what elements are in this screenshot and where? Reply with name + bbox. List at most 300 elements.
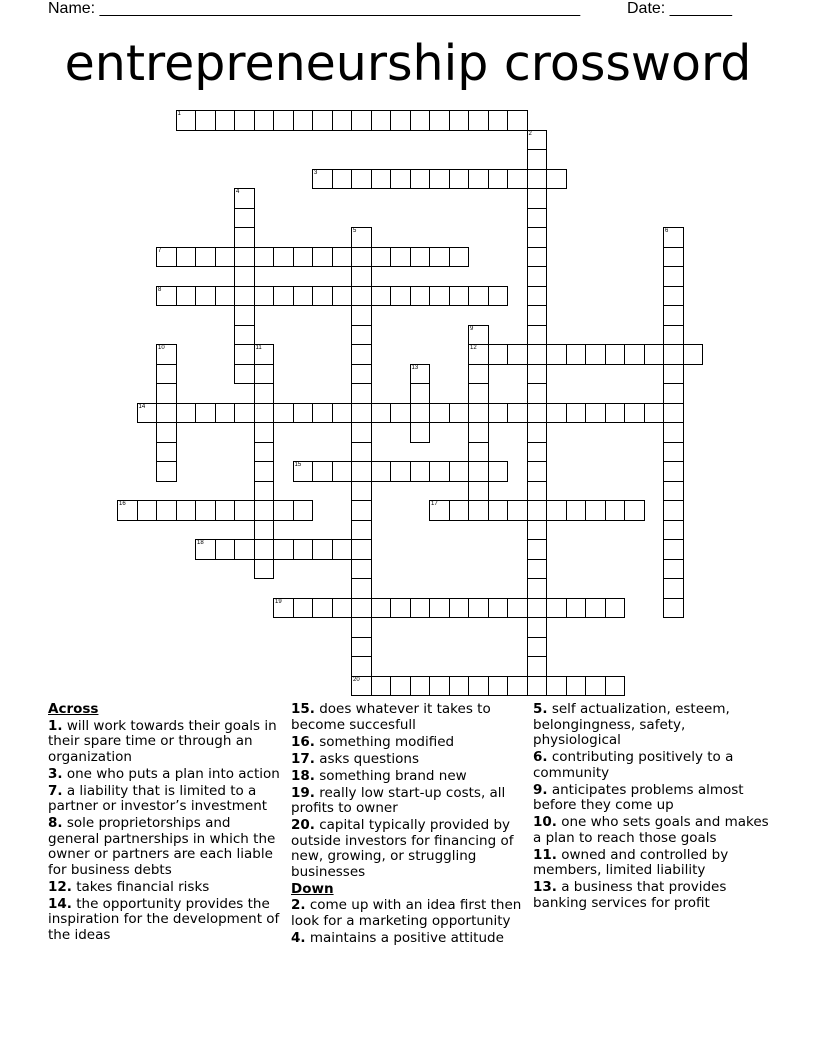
crossword-cell[interactable] <box>351 344 372 365</box>
crossword-cell[interactable] <box>215 286 236 307</box>
crossword-cell[interactable] <box>468 286 489 307</box>
crossword-cell[interactable] <box>156 344 177 365</box>
crossword-cell[interactable] <box>527 305 548 326</box>
crossword-cell[interactable] <box>527 364 548 385</box>
crossword-cell[interactable] <box>137 500 158 521</box>
crossword-cell[interactable] <box>351 442 372 463</box>
crossword-cell[interactable] <box>273 403 294 424</box>
clue-number-label: 4. <box>291 929 306 946</box>
crossword-cell[interactable] <box>293 403 314 424</box>
crossword-cell[interactable] <box>429 247 450 268</box>
crossword-cell[interactable] <box>390 247 411 268</box>
crossword-cell[interactable] <box>468 110 489 131</box>
crossword-cell[interactable] <box>468 422 489 443</box>
crossword-cell[interactable] <box>351 247 372 268</box>
crossword-cell[interactable] <box>195 247 216 268</box>
crossword-cell[interactable] <box>410 247 431 268</box>
crossword-cell[interactable] <box>527 539 548 560</box>
crossword-cell[interactable] <box>663 500 684 521</box>
crossword-cell[interactable] <box>254 110 275 131</box>
crossword-cell[interactable] <box>351 520 372 541</box>
crossword-cell[interactable] <box>273 598 294 619</box>
crossword-cell[interactable] <box>351 598 372 619</box>
crossword-cell[interactable] <box>390 598 411 619</box>
crossword-cell[interactable] <box>234 247 255 268</box>
crossword-cell[interactable] <box>449 110 470 131</box>
crossword-cell[interactable] <box>546 598 567 619</box>
crossword-cell[interactable] <box>449 247 470 268</box>
clue-number: 9 <box>470 325 474 332</box>
crossword-cell[interactable] <box>254 539 275 560</box>
crossword-cell[interactable] <box>449 286 470 307</box>
crossword-cell[interactable] <box>663 383 684 404</box>
crossword-cell[interactable] <box>234 208 255 229</box>
crossword-cell[interactable] <box>527 208 548 229</box>
crossword-cell[interactable] <box>605 344 626 365</box>
clue-text: really low start-up costs, all profits to owner <box>291 784 506 816</box>
crossword-cell[interactable] <box>566 403 587 424</box>
crossword-cell[interactable] <box>215 110 236 131</box>
crossword-cell[interactable] <box>234 266 255 287</box>
crossword-cell[interactable] <box>429 286 450 307</box>
crossword-cell[interactable] <box>390 110 411 131</box>
crossword-cell[interactable] <box>663 520 684 541</box>
crossword-cell[interactable] <box>488 403 509 424</box>
crossword-cell[interactable] <box>488 110 509 131</box>
crossword-cell[interactable] <box>176 500 197 521</box>
crossword-cell[interactable] <box>527 383 548 404</box>
crossword-cell[interactable] <box>293 539 314 560</box>
crossword-cell[interactable] <box>468 364 489 385</box>
crossword-cell[interactable] <box>507 676 528 697</box>
across-clue <box>48 784 284 815</box>
crossword-cell[interactable] <box>156 442 177 463</box>
clue-number-label: 13. <box>533 879 557 895</box>
crossword-cell[interactable] <box>546 344 567 365</box>
crossword-cell[interactable] <box>449 169 470 190</box>
crossword-cell[interactable] <box>273 539 294 560</box>
crossword-cell[interactable] <box>351 364 372 385</box>
crossword-cell[interactable] <box>527 149 548 170</box>
crossword-cell[interactable] <box>351 656 372 677</box>
crossword-cell[interactable] <box>663 266 684 287</box>
crossword-cell[interactable] <box>410 286 431 307</box>
crossword-cell[interactable] <box>254 364 275 385</box>
crossword-cell[interactable] <box>644 344 665 365</box>
crossword-cell[interactable] <box>488 598 509 619</box>
crossword-cell[interactable] <box>605 676 626 697</box>
crossword-cell[interactable] <box>312 110 333 131</box>
crossword-cell[interactable] <box>234 344 255 365</box>
crossword-cell[interactable] <box>312 247 333 268</box>
crossword-cell[interactable] <box>156 247 177 268</box>
crossword-cell[interactable] <box>468 461 489 482</box>
crossword-cell[interactable] <box>449 403 470 424</box>
crossword-cell[interactable] <box>429 110 450 131</box>
down-clue <box>533 815 773 846</box>
crossword-cell[interactable] <box>566 676 587 697</box>
crossword-cell[interactable] <box>351 227 372 248</box>
crossword-cell[interactable] <box>254 442 275 463</box>
crossword-cell[interactable] <box>663 481 684 502</box>
crossword-cell[interactable] <box>351 305 372 326</box>
clue-number: 3 <box>314 169 318 176</box>
crossword-cell[interactable] <box>312 539 333 560</box>
clue-text: does whatever it takes to become succesfull <box>291 701 491 733</box>
crossword-cell[interactable] <box>254 559 275 580</box>
crossword-cell[interactable] <box>527 422 548 443</box>
crossword-cell[interactable] <box>293 286 314 307</box>
crossword-cell[interactable] <box>507 110 528 131</box>
crossword-cell[interactable] <box>137 403 158 424</box>
crossword-cell[interactable] <box>332 461 353 482</box>
crossword-cell[interactable] <box>234 110 255 131</box>
crossword-cell[interactable] <box>273 110 294 131</box>
crossword-cell[interactable] <box>663 344 684 365</box>
crossword-cell[interactable] <box>468 344 489 365</box>
crossword-cell[interactable] <box>176 110 197 131</box>
crossword-cell[interactable] <box>585 676 606 697</box>
crossword-cell[interactable] <box>663 422 684 443</box>
crossword-cell[interactable] <box>449 598 470 619</box>
crossword-cell[interactable] <box>429 500 450 521</box>
crossword-cell[interactable] <box>312 598 333 619</box>
crossword-cell[interactable] <box>507 403 528 424</box>
crossword-cell[interactable] <box>410 383 431 404</box>
crossword-cell[interactable] <box>176 286 197 307</box>
crossword-cell[interactable] <box>156 461 177 482</box>
crossword-cell[interactable] <box>429 676 450 697</box>
crossword-cell[interactable] <box>351 637 372 658</box>
crossword-cell[interactable] <box>332 403 353 424</box>
clue-number-label: 19. <box>291 784 315 801</box>
crossword-cell[interactable] <box>488 500 509 521</box>
crossword-cell[interactable] <box>215 247 236 268</box>
crossword-cell[interactable] <box>527 461 548 482</box>
crossword-cell[interactable] <box>351 578 372 599</box>
crossword-cell[interactable] <box>371 676 392 697</box>
across-clue <box>291 752 523 768</box>
crossword-cell[interactable] <box>215 500 236 521</box>
crossword-cell[interactable] <box>527 520 548 541</box>
crossword-cell[interactable] <box>527 169 548 190</box>
crossword-cell[interactable] <box>351 461 372 482</box>
crossword-cell[interactable] <box>371 286 392 307</box>
crossword-cell[interactable] <box>156 403 177 424</box>
crossword-cell[interactable] <box>683 344 704 365</box>
crossword-cell[interactable] <box>449 500 470 521</box>
across-clue <box>291 702 523 733</box>
crossword-cell[interactable] <box>332 286 353 307</box>
crossword-cell[interactable] <box>644 403 665 424</box>
down-clue <box>533 880 773 911</box>
crossword-cell[interactable] <box>332 247 353 268</box>
crossword-cell[interactable] <box>390 169 411 190</box>
crossword-cell[interactable] <box>663 442 684 463</box>
clue-number-label: 1. <box>48 717 63 734</box>
crossword-cell[interactable] <box>234 364 255 385</box>
crossword-cell[interactable] <box>449 461 470 482</box>
crossword-cell[interactable] <box>254 247 275 268</box>
crossword-cell[interactable] <box>332 539 353 560</box>
crossword-cell[interactable] <box>507 169 528 190</box>
crossword-cell[interactable] <box>351 617 372 638</box>
crossword-cell[interactable] <box>351 169 372 190</box>
down-clue <box>291 931 523 947</box>
crossword-cell[interactable] <box>234 500 255 521</box>
clue-number: 20 <box>353 676 360 683</box>
crossword-cell[interactable] <box>215 539 236 560</box>
crossword-cell[interactable] <box>527 344 548 365</box>
crossword-cell[interactable] <box>371 461 392 482</box>
crossword-cell[interactable] <box>605 500 626 521</box>
across-heading: Across <box>48 701 99 717</box>
crossword-cell[interactable] <box>351 325 372 346</box>
crossword-cell[interactable] <box>312 403 333 424</box>
crossword-cell[interactable] <box>527 403 548 424</box>
crossword-cell[interactable] <box>254 461 275 482</box>
crossword-cell[interactable] <box>351 266 372 287</box>
crossword-cell[interactable] <box>663 247 684 268</box>
crossword-cell[interactable] <box>585 598 606 619</box>
crossword-cell[interactable] <box>663 539 684 560</box>
crossword-cell[interactable] <box>488 461 509 482</box>
crossword-cell[interactable] <box>332 598 353 619</box>
crossword-cell[interactable] <box>527 266 548 287</box>
crossword-cell[interactable] <box>410 364 431 385</box>
crossword-cell[interactable] <box>410 169 431 190</box>
crossword-cell[interactable] <box>351 286 372 307</box>
clue-text: will work towards their goals in their spare time or through an organization <box>48 717 277 765</box>
crossword-cell[interactable] <box>527 130 548 151</box>
crossword-cell[interactable] <box>351 110 372 131</box>
down-clue <box>533 750 773 781</box>
crossword-cell[interactable] <box>410 598 431 619</box>
crossword-cell[interactable] <box>254 403 275 424</box>
crossword-cell[interactable] <box>527 442 548 463</box>
crossword-cell[interactable] <box>624 403 645 424</box>
crossword-cell[interactable] <box>527 500 548 521</box>
crossword-cell[interactable] <box>507 598 528 619</box>
crossword-cell[interactable] <box>351 383 372 404</box>
crossword-cell[interactable] <box>527 325 548 346</box>
crossword-cell[interactable] <box>390 461 411 482</box>
crossword-cell[interactable] <box>156 500 177 521</box>
clue-text: capital typically provided by outside investors for financing of new, growing, or struggling businesses <box>291 817 514 880</box>
crossword-cell[interactable] <box>507 344 528 365</box>
crossword-cell[interactable] <box>663 305 684 326</box>
crossword-cell[interactable] <box>312 169 333 190</box>
clue-column-3 <box>533 702 773 913</box>
crossword-cell[interactable] <box>566 500 587 521</box>
clue-number-label: 14. <box>48 895 72 912</box>
crossword-cell[interactable] <box>234 227 255 248</box>
crossword-cell[interactable] <box>663 364 684 385</box>
crossword-cell[interactable] <box>410 110 431 131</box>
crossword-cell[interactable] <box>429 461 450 482</box>
crossword-cell[interactable] <box>585 344 606 365</box>
crossword-cell[interactable] <box>351 500 372 521</box>
crossword-cell[interactable] <box>117 500 138 521</box>
crossword-cell[interactable] <box>351 422 372 443</box>
crossword-cell[interactable] <box>390 286 411 307</box>
crossword-cell[interactable] <box>195 286 216 307</box>
crossword-cell[interactable] <box>273 247 294 268</box>
crossword-cell[interactable] <box>663 227 684 248</box>
crossword-cell[interactable] <box>254 422 275 443</box>
crossword-cell[interactable] <box>429 169 450 190</box>
crossword-cell[interactable] <box>527 676 548 697</box>
crossword-cell[interactable] <box>254 500 275 521</box>
crossword-cell[interactable] <box>663 403 684 424</box>
crossword-cell[interactable] <box>585 500 606 521</box>
clue-text: something brand new <box>319 767 467 784</box>
crossword-cell[interactable] <box>293 110 314 131</box>
crossword-cell[interactable] <box>156 422 177 443</box>
crossword-cell[interactable] <box>663 325 684 346</box>
crossword-cell[interactable] <box>254 383 275 404</box>
crossword-cell[interactable] <box>585 403 606 424</box>
crossword-cell[interactable] <box>312 286 333 307</box>
clue-text: one who sets goals and makes a plan to reach those goals <box>533 814 769 846</box>
clue-number: 15 <box>294 462 302 468</box>
crossword-cell[interactable] <box>527 286 548 307</box>
crossword-cell[interactable] <box>312 461 333 482</box>
crossword-cell[interactable] <box>663 461 684 482</box>
crossword-cell[interactable] <box>429 403 450 424</box>
crossword-cell[interactable] <box>527 559 548 580</box>
crossword-cell[interactable] <box>234 325 255 346</box>
crossword-cell[interactable] <box>234 539 255 560</box>
crossword-cell[interactable] <box>468 325 489 346</box>
crossword-cell[interactable] <box>527 188 548 209</box>
crossword-cell[interactable] <box>195 539 216 560</box>
crossword-cell[interactable] <box>293 461 314 482</box>
crossword-cell[interactable] <box>468 442 489 463</box>
crossword-cell[interactable] <box>351 559 372 580</box>
clue-number: 16 <box>119 501 126 507</box>
crossword-cell[interactable] <box>488 344 509 365</box>
across-clue <box>291 786 523 817</box>
crossword-cell[interactable] <box>156 286 177 307</box>
crossword-cell[interactable] <box>195 110 216 131</box>
crossword-cell[interactable] <box>429 598 450 619</box>
crossword-cell[interactable] <box>410 676 431 697</box>
crossword-cell[interactable] <box>254 286 275 307</box>
crossword-cell[interactable] <box>527 578 548 599</box>
crossword-cell[interactable] <box>527 247 548 268</box>
crossword-cell[interactable] <box>663 598 684 619</box>
crossword-cell[interactable] <box>176 247 197 268</box>
crossword-cell[interactable] <box>273 500 294 521</box>
crossword-cell[interactable] <box>371 403 392 424</box>
crossword-cell[interactable] <box>234 305 255 326</box>
crossword-cell[interactable] <box>351 676 372 697</box>
crossword-cell[interactable] <box>527 598 548 619</box>
crossword-cell[interactable] <box>566 344 587 365</box>
crossword-cell[interactable] <box>410 461 431 482</box>
crossword-cell[interactable] <box>195 500 216 521</box>
crossword-cell[interactable] <box>254 481 275 502</box>
crossword-cell[interactable] <box>234 403 255 424</box>
crossword-cell[interactable] <box>468 403 489 424</box>
crossword-cell[interactable] <box>254 344 275 365</box>
crossword-cell[interactable] <box>468 481 489 502</box>
crossword-cell[interactable] <box>527 227 548 248</box>
crossword-cell[interactable] <box>663 286 684 307</box>
crossword-cell[interactable] <box>546 403 567 424</box>
crossword-cell[interactable] <box>215 403 236 424</box>
crossword-cell[interactable] <box>527 617 548 638</box>
crossword-cell[interactable] <box>176 403 197 424</box>
crossword-cell[interactable] <box>527 481 548 502</box>
crossword-cell[interactable] <box>293 598 314 619</box>
crossword-cell[interactable] <box>605 403 626 424</box>
crossword-cell[interactable] <box>156 364 177 385</box>
crossword-cell[interactable] <box>449 676 470 697</box>
crossword-cell[interactable] <box>468 676 489 697</box>
crossword-cell[interactable] <box>195 403 216 424</box>
crossword-cell[interactable] <box>527 637 548 658</box>
crossword-cell[interactable] <box>371 169 392 190</box>
crossword-cell[interactable] <box>390 676 411 697</box>
clue-number-label: 3. <box>48 765 63 782</box>
crossword-cell[interactable] <box>624 344 645 365</box>
crossword-cell[interactable] <box>663 559 684 580</box>
crossword-cell[interactable] <box>371 598 392 619</box>
crossword-cell[interactable] <box>234 188 255 209</box>
crossword-cell[interactable] <box>371 110 392 131</box>
crossword-cell[interactable] <box>156 383 177 404</box>
clue-text: one who puts a plan into action <box>66 765 280 782</box>
clue-number-label: 8. <box>48 815 63 831</box>
crossword-cell[interactable] <box>293 247 314 268</box>
crossword-cell[interactable] <box>546 169 567 190</box>
crossword-cell[interactable] <box>546 500 567 521</box>
crossword-cell[interactable] <box>332 169 353 190</box>
crossword-cell[interactable] <box>351 403 372 424</box>
crossword-cell[interactable] <box>566 598 587 619</box>
crossword-cell[interactable] <box>254 520 275 541</box>
crossword-cell[interactable] <box>293 500 314 521</box>
crossword-cell[interactable] <box>468 598 489 619</box>
crossword-cell[interactable] <box>273 286 294 307</box>
crossword-cell[interactable] <box>468 383 489 404</box>
crossword-cell[interactable] <box>351 481 372 502</box>
crossword-cell[interactable] <box>507 500 528 521</box>
crossword-cell[interactable] <box>488 286 509 307</box>
across-clue <box>291 769 523 785</box>
crossword-cell[interactable] <box>488 169 509 190</box>
crossword-cell[interactable] <box>488 676 509 697</box>
crossword-cell[interactable] <box>468 500 489 521</box>
crossword-cell[interactable] <box>332 110 353 131</box>
crossword-cell[interactable] <box>234 286 255 307</box>
clue-text: maintains a positive attitude <box>309 929 504 946</box>
crossword-cell[interactable] <box>663 578 684 599</box>
crossword-cell[interactable] <box>624 500 645 521</box>
crossword-cell[interactable] <box>527 656 548 677</box>
crossword-cell[interactable] <box>390 403 411 424</box>
crossword-cell[interactable] <box>410 403 431 424</box>
clue-number-label: 7. <box>48 782 63 799</box>
crossword-cell[interactable] <box>371 247 392 268</box>
crossword-cell[interactable] <box>468 169 489 190</box>
crossword-cell[interactable] <box>546 676 567 697</box>
crossword-cell[interactable] <box>410 422 431 443</box>
crossword-cell[interactable] <box>605 598 626 619</box>
crossword-cell[interactable] <box>351 539 372 560</box>
